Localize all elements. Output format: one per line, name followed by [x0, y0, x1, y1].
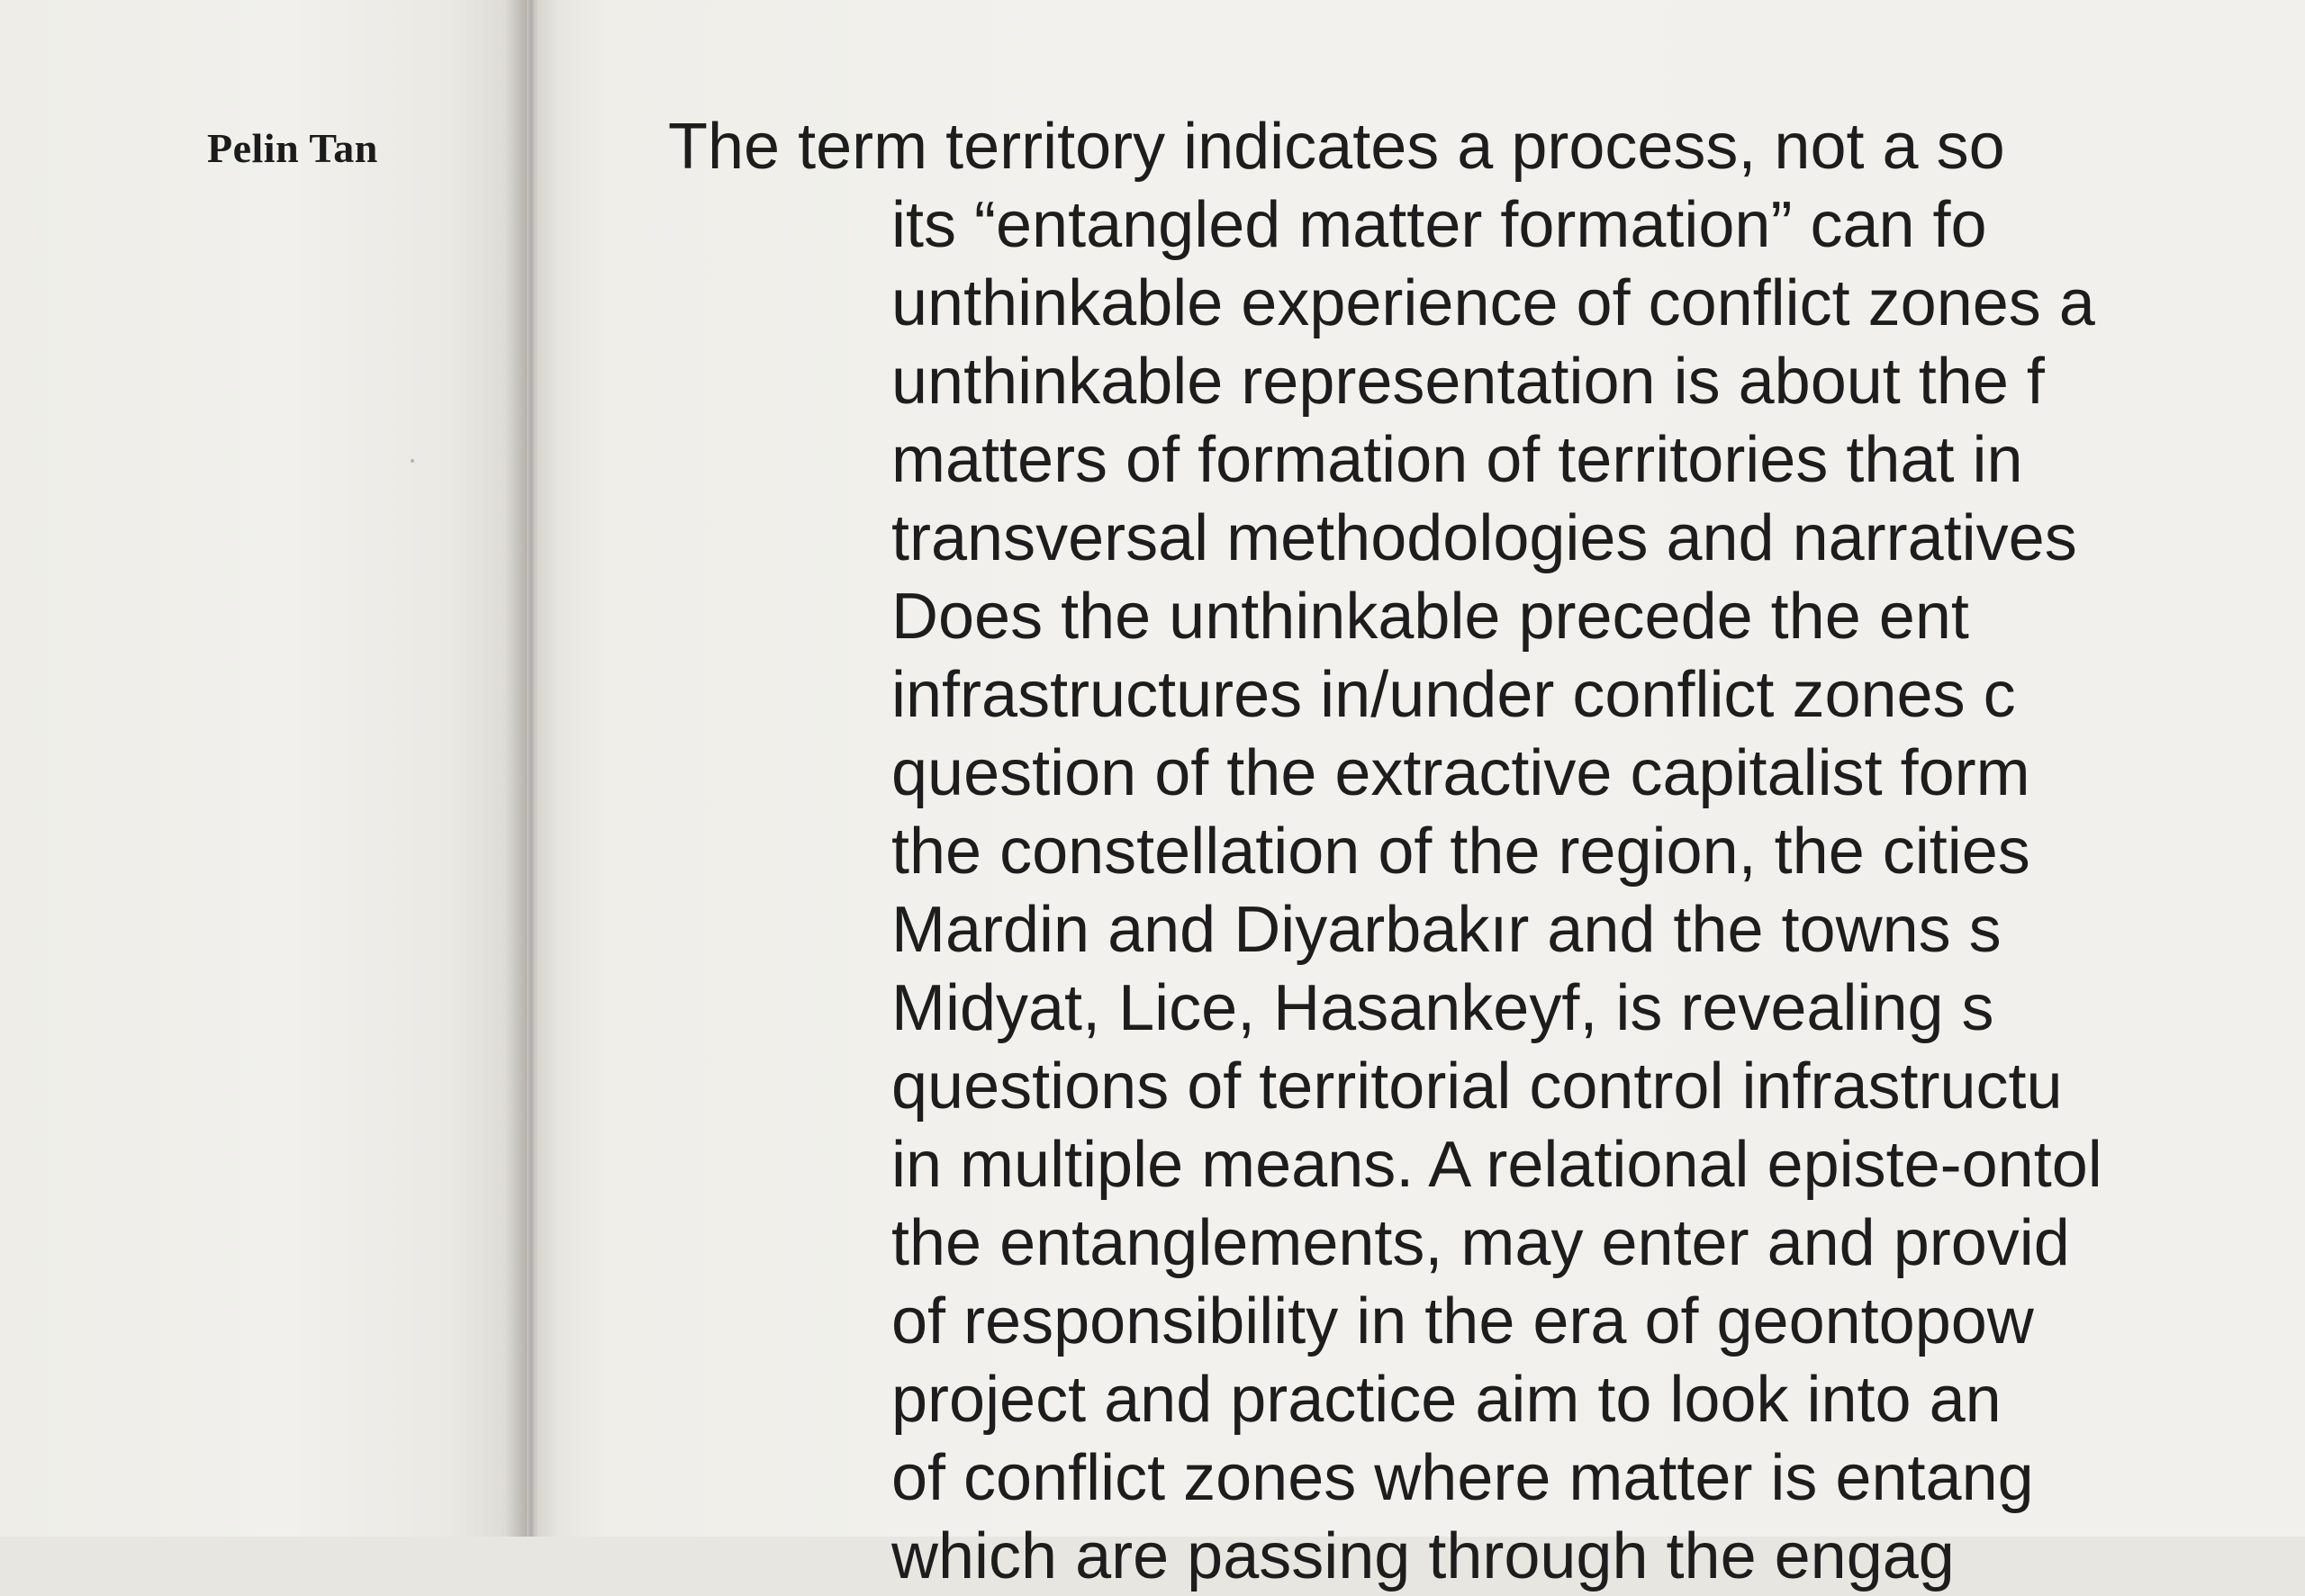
text-line: the entanglements, may enter and provid [891, 1207, 2070, 1279]
text-line: in multiple means. A relational episte-ontol [891, 1129, 2102, 1201]
text-line: question of the extractive capitalist form [891, 737, 2030, 809]
text-line: Mardin and Diyarbakır and the towns s [891, 894, 2002, 966]
text-line: of responsibility in the era of geontopow [891, 1285, 2034, 1357]
text-line: the constellation of the region, the cities [891, 816, 2030, 888]
text-line: project and practice aim to look into an [891, 1364, 2002, 1436]
text-line: The term territory indicates a process, not a so [668, 111, 2005, 183]
text-line: unthinkable experience of conflict zones a [891, 267, 2095, 339]
text-line: Midyat, Lice, Hasankeyf, is revealing s [891, 972, 1994, 1044]
text-line: of conflict zones where matter is entang [891, 1442, 2034, 1514]
text-line: its “entangled matter formation” can fo [891, 189, 1987, 261]
text-line: transversal methodologies and narratives [891, 502, 2077, 574]
author-name: Pelin Tan [207, 125, 378, 171]
text-line: which are passing through the engag [891, 1520, 1955, 1592]
text-line: unthinkable representation is about the f [891, 346, 2045, 418]
text-line: infrastructures in/under conflict zones c [891, 659, 2016, 731]
text-line: Does the unthinkable precede the ent [891, 581, 1969, 653]
text-line: questions of territorial control infrastructu [891, 1050, 2063, 1123]
text-line: matters of formation of territories that in [891, 424, 2023, 496]
